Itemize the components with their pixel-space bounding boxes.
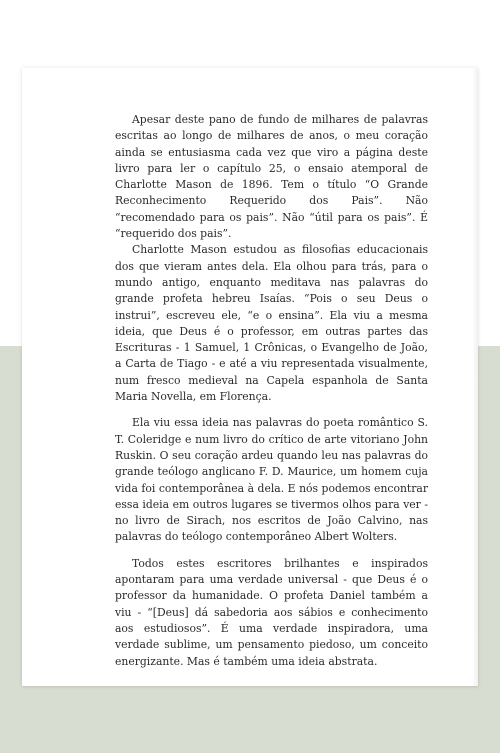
page-edge-shadow xyxy=(472,68,478,686)
page-text xyxy=(115,112,428,670)
book-page xyxy=(22,68,478,686)
paragraph-3: Ela viu essa ideia nas palavras do poeta romântico S. T. Coleridge e num livro do crítico de arte vitoriano John Ruskin. O seu coração ardeu quando leu nas palavras do grande teólogo anglicano F. D. Maurice, um homem cuja vida foi contemporânea à dela. E nós podemos encontrar essa ideia em outros lugares se tivermos olhos para ver - no livro de Sirach, nos escritos de João Calvino, nas palavras do teólogo contemporâneo Albert Wolters. xyxy=(115,416,428,544)
paragraph-1: Apesar deste pano de fundo de milhares de palavras escritas ao longo de milhares de anos, o meu coração ainda se entusiasma cada vez que viro a página deste livro para ler o capítulo 25, o ensaio atemporal de Charlotte Mason de 1896. Tem o título “O Grande Reconhecimento Requerido dos Pais”. Não “recomendado para os pais”. Não “útil para os pais”. É “requerido dos pais”. xyxy=(115,113,428,241)
paragraph-2: Charlotte Mason estudou as filosofias educacionais dos que vieram antes dela. Ela olhou para trás, para o mundo antigo, enquanto meditava nas palavras do grande profeta hebreu Isaías. “Pois o seu Deus o instrui”, escreveu ele, “e o ensina”. Ela viu a mesma ideia, que Deus é o professor, em outras partes das Escrituras - 1 Samuel, 1 Crônicas, o Evangelho de João, a Carta de Tiago - e até a viu representada visualmente, num fresco medieval na Capela espanhola de Santa Maria Novella, em Florença. xyxy=(115,243,428,404)
paragraph-4: Todos estes escritores brilhantes e inspirados apontaram para uma verdade universal - que Deus é o professor da humanidade. O profeta Daniel também a viu - “[Deus] dá sabedoria aos sábios e conhecimento aos estudiosos”. É uma verdade inspiradora, uma verdade sublime, um pensamento piedoso, um conceito energizante. Mas é também uma ideia abstrata. xyxy=(115,556,428,668)
